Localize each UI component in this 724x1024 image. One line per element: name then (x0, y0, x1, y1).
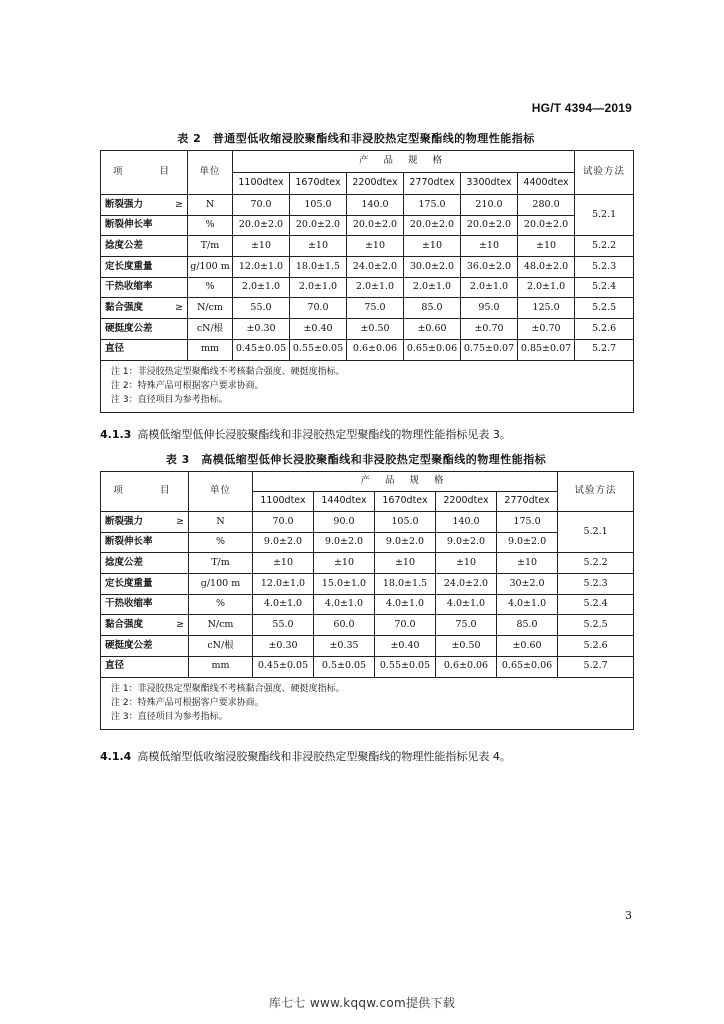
note-line: 注 1：非浸胶热定型聚酯线不考核黏合强度、硬挺度指标。 (111, 683, 345, 694)
row-value: 2.0±1.0 (518, 277, 575, 298)
row-value: ±0.50 (436, 636, 497, 657)
row-item (101, 636, 189, 657)
row-method: 5.2.7 (558, 656, 634, 677)
row-value: 2.0±1.0 (233, 277, 290, 298)
row-value: 24.0±2.0 (347, 257, 404, 278)
row-item-label: 直径 (105, 343, 125, 355)
row-value: 0.65±0.06 (497, 656, 558, 677)
row-value: 4.0±1.0 (253, 594, 314, 615)
row-value: 0.6±0.06 (347, 339, 404, 360)
row-item (101, 339, 188, 360)
table-row (101, 257, 634, 278)
row-value: 9.0±2.0 (314, 532, 375, 553)
row-value: 9.0±2.0 (497, 532, 558, 553)
row-item-label: 断裂伸长率 (105, 219, 153, 231)
page-number: 3 (625, 909, 632, 922)
row-item-label: 捻度公差 (105, 240, 144, 251)
table-row (101, 636, 634, 657)
row-unit: N (188, 195, 233, 216)
row-value: ±0.50 (347, 319, 404, 340)
table3-title: 表 3 高模低缩型低伸长浸胶聚酯线和非浸胶热定型聚酯线的物理性能指标 (165, 453, 547, 466)
col-header-spec: 1670dtex (290, 173, 347, 195)
row-value: 70.0 (375, 615, 436, 636)
row-unit: N/cm (188, 298, 233, 319)
row-value: 4.0±1.0 (436, 594, 497, 615)
table-row (101, 615, 634, 636)
row-value: 140.0 (347, 195, 404, 216)
row-unit: cN/根 (189, 636, 253, 657)
row-item-label: 黏合强度 (105, 619, 144, 631)
row-method: 5.2.3 (558, 574, 634, 595)
col-header-unit: 单位 (188, 151, 233, 195)
col-header-spec-group: 产 品 规 格 (233, 151, 575, 173)
row-value: 0.6±0.06 (436, 656, 497, 677)
row-value: 0.45±0.05 (233, 339, 290, 360)
col-header-spec: 1670dtex (375, 492, 436, 512)
row-value: 30±2.0 (497, 574, 558, 595)
table2 (100, 150, 634, 413)
row-value: 9.0±2.0 (375, 532, 436, 553)
row-value: 12.0±1.0 (233, 257, 290, 278)
table3 (100, 471, 634, 730)
row-item-label: 黏合强度 (105, 302, 144, 314)
row-item-label: 断裂强力 (105, 515, 144, 527)
row-value: 70.0 (253, 512, 314, 533)
row-item-label: 定长度重量 (105, 260, 153, 272)
row-value: 175.0 (497, 512, 558, 533)
row-method: 5.2.6 (575, 319, 634, 340)
row-unit: g/100 m (188, 257, 233, 278)
row-value: 95.0 (461, 298, 518, 319)
row-value: 4.0±1.0 (497, 594, 558, 615)
table-row (101, 553, 634, 574)
row-value: 30.0±2.0 (404, 257, 461, 278)
row-item (101, 236, 188, 257)
row-value: 125.0 (518, 298, 575, 319)
col-header-spec-group: 产 品 规 格 (253, 472, 558, 492)
row-unit: % (188, 215, 233, 236)
row-value: 20.0±2.0 (404, 215, 461, 236)
row-item (101, 615, 189, 636)
row-value: 20.0±2.0 (518, 215, 575, 236)
note-line: 注 1：非浸胶热定型聚酯线不考核黏合强度、硬挺度指标。 (111, 366, 345, 377)
table-row (101, 656, 634, 677)
footer-watermark: 库七七 www.kqqw.com提供下载 (268, 996, 456, 1010)
row-value: 48.0±2.0 (518, 257, 575, 278)
standard-code: HG/T 4394—2019 (531, 101, 632, 115)
row-unit: mm (188, 339, 233, 360)
row-value: 2.0±1.0 (404, 277, 461, 298)
row-value: 0.5±0.05 (314, 656, 375, 677)
row-item (101, 574, 189, 595)
row-value: 18.0±1.5 (290, 257, 347, 278)
row-value: 0.45±0.05 (253, 656, 314, 677)
row-item (101, 553, 189, 574)
table-row (101, 594, 634, 615)
row-method: 5.2.2 (558, 553, 634, 574)
row-unit: N (189, 512, 253, 533)
row-value: 105.0 (290, 195, 347, 216)
col-header-item: 项 目 (101, 472, 189, 512)
row-value: 18.0±1.5 (375, 574, 436, 595)
row-value: ±10 (518, 236, 575, 257)
row-unit: cN/根 (188, 319, 233, 340)
row-value: 12.0±1.0 (253, 574, 314, 595)
row-value: 85.0 (497, 615, 558, 636)
table-notes (101, 360, 634, 412)
row-value: 9.0±2.0 (436, 532, 497, 553)
note-line: 注 3：直径项目为参考指标。 (111, 712, 228, 723)
row-value: ±0.60 (497, 636, 558, 657)
table-row (101, 532, 634, 553)
table-row (101, 339, 634, 360)
col-header-spec: 4400dtex (518, 173, 575, 195)
ge-symbol: ≥ (176, 619, 184, 631)
row-method: 5.2.1 (558, 512, 634, 553)
col-header-spec: 2770dtex (404, 173, 461, 195)
row-item-label: 断裂伸长率 (105, 536, 153, 548)
row-item-label: 直径 (105, 660, 125, 672)
clause-number: 4.1.3 (100, 428, 132, 441)
clause-number: 4.1.4 (100, 750, 132, 763)
note-line: 注 3：直径项目为参考指标。 (111, 395, 228, 406)
col-header-spec: 1100dtex (233, 173, 290, 195)
row-value: ±0.70 (518, 319, 575, 340)
row-value: 0.55±0.05 (290, 339, 347, 360)
row-value: 60.0 (314, 615, 375, 636)
row-value: ±0.35 (314, 636, 375, 657)
row-value: ±10 (253, 553, 314, 574)
row-value: 0.85±0.07 (518, 339, 575, 360)
table-row (101, 215, 634, 236)
row-unit: T/m (188, 236, 233, 257)
row-value: ±10 (233, 236, 290, 257)
clause-text: 高模低缩型低收缩浸胶聚酯线和非浸胶热定型聚酯线的物理性能指标见表 4。 (137, 750, 511, 763)
row-unit: % (189, 594, 253, 615)
row-item (101, 277, 188, 298)
table-row (101, 277, 634, 298)
row-value: ±10 (375, 553, 436, 574)
row-value: 75.0 (347, 298, 404, 319)
row-unit: T/m (189, 553, 253, 574)
row-value: 55.0 (253, 615, 314, 636)
row-item-label: 干热收缩率 (105, 598, 153, 610)
row-method: 5.2.4 (575, 277, 634, 298)
col-header-spec: 1440dtex (314, 492, 375, 512)
row-method: 5.2.5 (558, 615, 634, 636)
row-item (101, 512, 189, 533)
row-item (101, 195, 188, 216)
col-header-spec: 2200dtex (436, 492, 497, 512)
row-value: ±10 (404, 236, 461, 257)
row-value: 0.65±0.06 (404, 339, 461, 360)
note-line: 注 2：特殊产品可根据客户要求协商。 (111, 697, 264, 708)
row-value: ±10 (436, 553, 497, 574)
row-method: 5.2.5 (575, 298, 634, 319)
note-line: 注 2：特殊产品可根据客户要求协商。 (111, 380, 264, 391)
row-value: 2.0±1.0 (461, 277, 518, 298)
row-unit: g/100 m (189, 574, 253, 595)
row-item (101, 319, 188, 340)
row-value: 4.0±1.0 (375, 594, 436, 615)
row-value: 2.0±1.0 (347, 277, 404, 298)
row-item-label: 硬挺度公差 (105, 322, 153, 334)
row-unit: mm (189, 656, 253, 677)
table-notes (101, 677, 634, 729)
table2-title: 表 2 普通型低收缩浸胶聚酯线和非浸胶热定型聚酯线的物理性能指标 (177, 132, 535, 145)
row-method: 5.2.6 (558, 636, 634, 657)
row-value: ±0.70 (461, 319, 518, 340)
row-value: ±10 (461, 236, 518, 257)
row-value: ±10 (497, 553, 558, 574)
row-item (101, 532, 189, 553)
row-value: ±0.30 (253, 636, 314, 657)
row-value: 55.0 (233, 298, 290, 319)
clause-4-1-3 (100, 426, 660, 442)
row-value: 0.55±0.05 (375, 656, 436, 677)
col-header-spec: 2200dtex (347, 173, 404, 195)
row-value: ±0.60 (404, 319, 461, 340)
row-value: 0.75±0.07 (461, 339, 518, 360)
row-value: 20.0±2.0 (290, 215, 347, 236)
row-value: ±0.40 (375, 636, 436, 657)
row-value: 105.0 (375, 512, 436, 533)
row-unit: N/cm (189, 615, 253, 636)
row-value: ±10 (290, 236, 347, 257)
row-value: 90.0 (314, 512, 375, 533)
table-row (101, 319, 634, 340)
row-value: 280.0 (518, 195, 575, 216)
row-value: 75.0 (436, 615, 497, 636)
table-row (101, 236, 634, 257)
row-value: 85.0 (404, 298, 461, 319)
row-value: ±0.40 (290, 319, 347, 340)
row-value: 4.0±1.0 (314, 594, 375, 615)
row-item (101, 656, 189, 677)
row-item-label: 硬挺度公差 (105, 639, 153, 651)
row-value: 20.0±2.0 (461, 215, 518, 236)
ge-symbol: ≥ (176, 515, 184, 527)
row-method: 5.2.4 (558, 594, 634, 615)
clause-text: 高模低缩型低伸长浸胶聚酯线和非浸胶热定型聚酯线的物理性能指标见表 3。 (137, 428, 511, 441)
row-item-label: 断裂强力 (105, 198, 144, 210)
row-value: 36.0±2.0 (461, 257, 518, 278)
row-unit: % (188, 277, 233, 298)
row-value: 24.0±2.0 (436, 574, 497, 595)
row-item (101, 257, 188, 278)
row-value: 20.0±2.0 (233, 215, 290, 236)
row-unit: % (189, 532, 253, 553)
row-value: 70.0 (233, 195, 290, 216)
row-method: 5.2.1 (575, 195, 634, 236)
col-header-unit: 单位 (189, 472, 253, 512)
table-row (101, 512, 634, 533)
row-value: 20.0±2.0 (347, 215, 404, 236)
col-header-method: 试验方法 (575, 151, 634, 195)
row-value: 2.0±1.0 (290, 277, 347, 298)
col-header-spec: 3300dtex (461, 173, 518, 195)
clause-4-1-4 (100, 748, 660, 764)
row-item-label: 干热收缩率 (105, 281, 153, 293)
row-method: 5.2.7 (575, 339, 634, 360)
ge-symbol: ≥ (175, 198, 183, 210)
row-item-label: 定长度重量 (105, 577, 153, 589)
row-value: 15.0±1.0 (314, 574, 375, 595)
col-header-spec: 2770dtex (497, 492, 558, 512)
row-value: 210.0 (461, 195, 518, 216)
row-method: 5.2.3 (575, 257, 634, 278)
row-item-label: 捻度公差 (105, 557, 144, 568)
row-value: ±0.30 (233, 319, 290, 340)
table-row (101, 195, 634, 216)
row-item (101, 594, 189, 615)
row-item (101, 298, 188, 319)
col-header-spec: 1100dtex (253, 492, 314, 512)
row-value: 175.0 (404, 195, 461, 216)
row-item (101, 215, 188, 236)
row-method: 5.2.2 (575, 236, 634, 257)
col-header-method: 试验方法 (558, 472, 634, 512)
table-row (101, 574, 634, 595)
row-value: ±10 (314, 553, 375, 574)
ge-symbol: ≥ (175, 302, 183, 314)
row-value: ±10 (347, 236, 404, 257)
table-row (101, 298, 634, 319)
row-value: 140.0 (436, 512, 497, 533)
col-header-item: 项 目 (101, 151, 188, 195)
row-value: 70.0 (290, 298, 347, 319)
row-value: 9.0±2.0 (253, 532, 314, 553)
